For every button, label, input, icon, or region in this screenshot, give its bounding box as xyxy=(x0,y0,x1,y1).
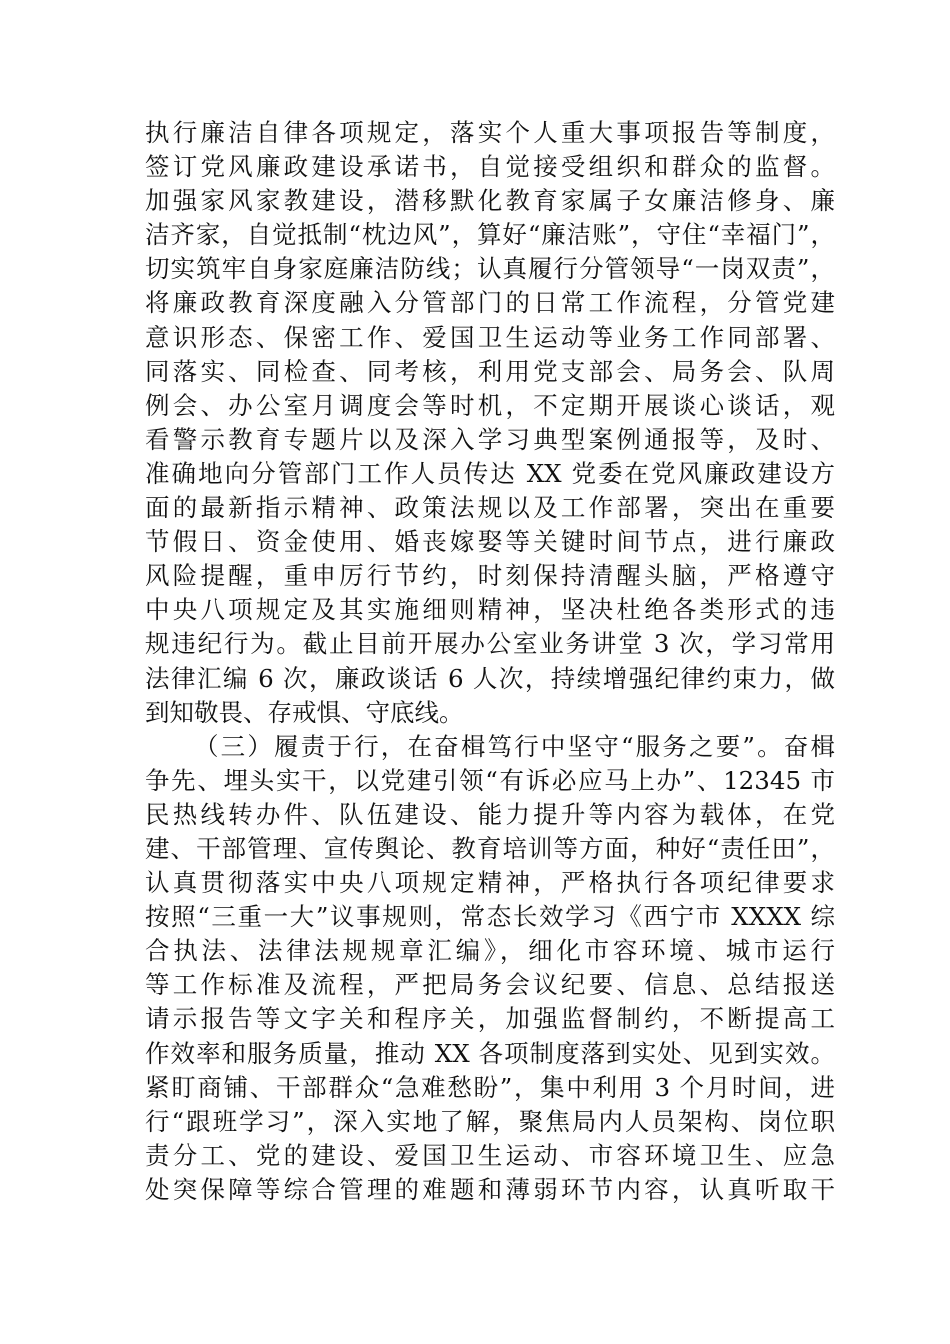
text-line: 作效率和服务质量，推动 XX 各项制度落到实处、见到实效。 xyxy=(145,1038,835,1068)
text-line: 认真贯彻落实中央八项规定精神，严格执行各项纪律要求 xyxy=(145,868,835,898)
text-line: 等工作标准及流程，严把局务会议纪要、信息、总结报送 xyxy=(145,970,835,1000)
text-line: 按照“三重一大”议事规则，常态长效学习《西宁市 XXXX 综 xyxy=(145,902,835,932)
text-line: 紧盯商铺、干部群众“急难愁盼”，集中利用 3 个月时间，进 xyxy=(145,1072,835,1102)
text-line: 风险提醒，重申厉行节约，时刻保持清醒头脑，严格遵守 xyxy=(145,561,835,591)
text-line: 加强家风家教建设，潜移默化教育家属子女廉洁修身、廉 xyxy=(145,186,835,216)
text-line: 洁齐家，自觉抵制“枕边风”，算好“廉洁账”，守住“幸福门”， xyxy=(145,220,835,250)
text-line: 法律汇编 6 次，廉政谈话 6 人次，持续增强纪律约束力，做 xyxy=(145,663,835,693)
text-line: 切实筑牢自身家庭廉洁防线；认真履行分管领导“一岗双责”， xyxy=(145,254,835,284)
text-line: 将廉政教育深度融入分管部门的日常工作流程，分管党建 xyxy=(145,288,835,318)
text-line: 争先、埋头实干，以党建引领“有诉必应马上办”、12345 市 xyxy=(145,765,835,795)
text-line: 建、干部管理、宣传舆论、教育培训等方面，种好“责任田”， xyxy=(145,833,835,863)
section-heading-line: （三）履责于行，在奋楫笃行中坚守“服务之要”。奋楫 xyxy=(194,731,835,761)
text-line: 到知敬畏、存戒惧、守底线。 xyxy=(145,697,464,727)
text-line: 执行廉洁自律各项规定，落实个人重大事项报告等制度， xyxy=(145,118,835,147)
text-line: 处突保障等综合管理的难题和薄弱环节内容，认真听取干 xyxy=(145,1174,835,1204)
text-line: 合执法、法律法规规章汇编》，细化市容环境、城市运行 xyxy=(145,936,835,966)
text-line: 民热线转办件、队伍建设、能力提升等内容为载体，在党 xyxy=(145,799,835,829)
text-line: 规违纪行为。截止目前开展办公室业务讲堂 3 次，学习常用 xyxy=(145,629,835,659)
text-line: 看警示教育专题片以及深入学习典型案例通报等，及时、 xyxy=(145,424,835,454)
text-line: 意识形态、保密工作、爱国卫生运动等业务工作同部署、 xyxy=(145,322,835,352)
text-line: 中央八项规定及其实施细则精神，坚决杜绝各类形式的违 xyxy=(145,595,835,625)
text-line: 例会、办公室月调度会等时机，不定期开展谈心谈话，观 xyxy=(145,390,835,420)
text-line: 请示报告等文字关和程序关，加强监督制约，不断提高工 xyxy=(145,1004,835,1034)
text-line: 责分工、党的建设、爱国卫生运动、市容环境卫生、应急 xyxy=(145,1140,835,1170)
text-line: 签订党风廉政建设承诺书，自觉接受组织和群众的监督。 xyxy=(145,152,835,182)
text-line: 节假日、资金使用、婚丧嫁娶等关键时间节点，进行廉政 xyxy=(145,527,835,557)
text-line: 同落实、同检查、同考核，利用党支部会、局务会、队周 xyxy=(145,356,835,386)
text-line: 准确地向分管部门工作人员传达 XX 党委在党风廉政建设方 xyxy=(145,458,835,488)
text-line: 行“跟班学习”，深入实地了解，聚焦局内人员架构、岗位职 xyxy=(145,1106,835,1136)
text-line: 面的最新指示精神、政策法规以及工作部署，突出在重要 xyxy=(145,493,835,523)
body-text xyxy=(145,116,835,1207)
